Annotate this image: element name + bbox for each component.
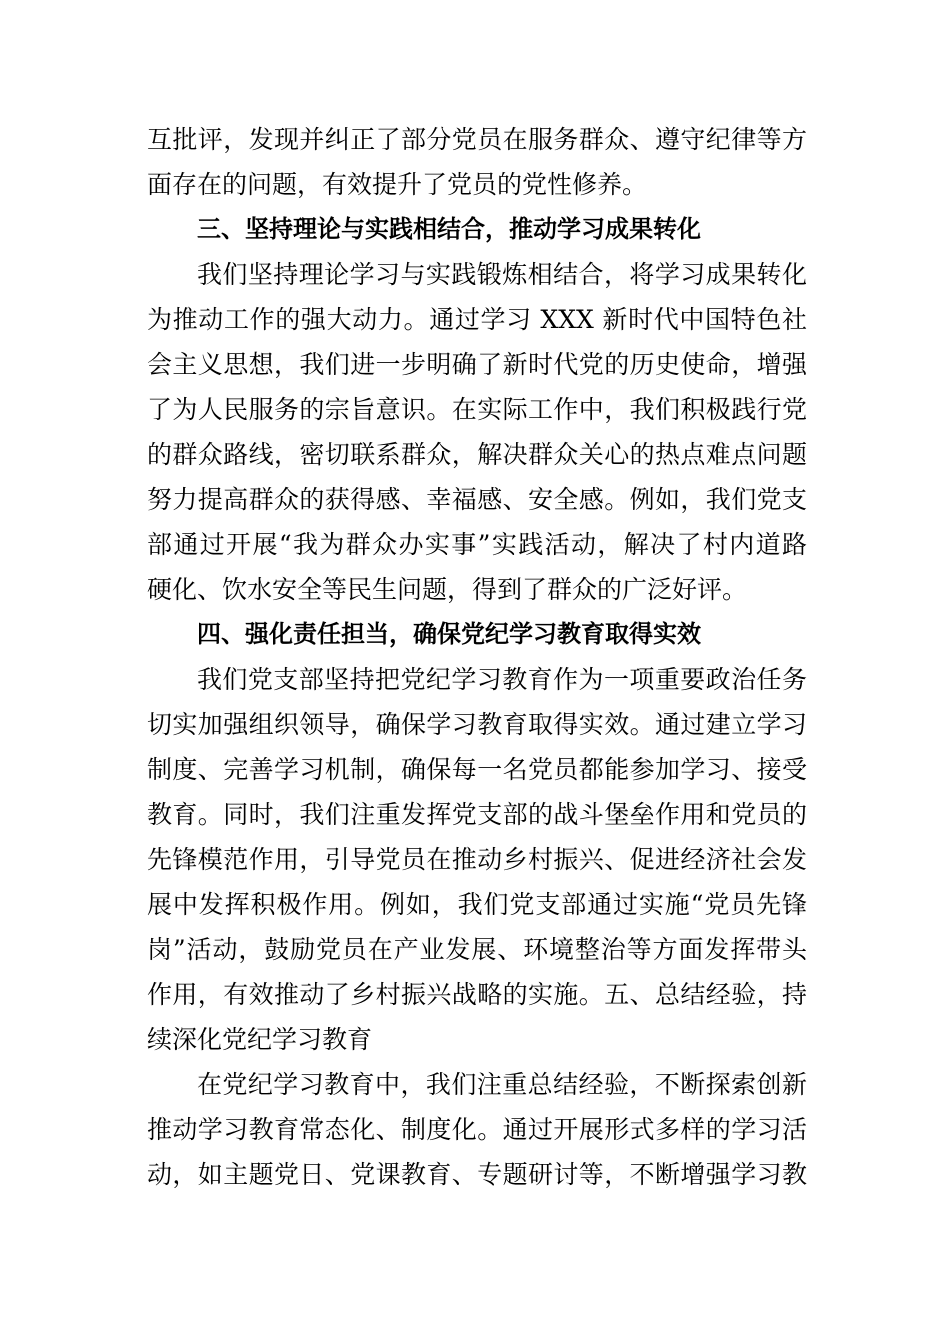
text-line: 推动学习教育常态化、制度化。通过开展形式多样的学习活 (147, 1115, 807, 1144)
text-line: 我们坚持理论学习与实践锻炼相结合，将学习成果转化 (197, 260, 807, 289)
text-line: 了为人民服务的宗旨意识。在实际工作中，我们积极践行党 (147, 395, 807, 424)
text-line: 会主义思想，我们进一步明确了新时代党的历史使命，增强 (147, 350, 807, 379)
text-line: 的群众路线，密切联系群众，解决群众关心的热点难点问题 (147, 440, 807, 469)
text-line: 为推动工作的强大动力。通过学习 XXX 新时代中国特色社 (147, 305, 807, 334)
text-line: 部通过开展“我为群众办实事”实践活动，解决了村内道路 (147, 530, 807, 559)
text-line: 作用，有效推动了乡村振兴战略的实施。五、总结经验，持 (147, 980, 807, 1009)
text-line: 努力提高群众的获得感、幸福感、安全感。例如，我们党支 (147, 485, 807, 514)
text-line: 展中发挥积极作用。例如，我们党支部通过实施“党员先锋 (147, 890, 807, 919)
document-body (147, 117, 807, 1197)
text-line: 面存在的问题，有效提升了党员的党性修养。 (147, 170, 648, 199)
text-line: 岗”活动，鼓励党员在产业发展、环境整治等方面发挥带头 (147, 935, 807, 964)
text-line: 制度、完善学习机制，确保每一名党员都能参加学习、接受 (147, 755, 807, 784)
text-line: 续深化党纪学习教育 (147, 1025, 373, 1054)
text-line: 在党纪学习教育中，我们注重总结经验，不断探索创新 (197, 1070, 807, 1099)
section-heading-3: 三、坚持理论与实践相结合，推动学习成果转化 (197, 215, 701, 243)
section-heading-4: 四、强化责任担当，确保党纪学习教育取得实效 (197, 620, 701, 648)
text-line: 互批评，发现并纠正了部分党员在服务群众、遵守纪律等方 (147, 125, 807, 154)
text-line: 切实加强组织领导，确保学习教育取得实效。通过建立学习 (147, 710, 807, 739)
text-line: 先锋模范作用，引导党员在推动乡村振兴、促进经济社会发 (147, 845, 807, 874)
text-line: 教育。同时，我们注重发挥党支部的战斗堡垒作用和党员的 (147, 800, 807, 829)
text-line: 硬化、饮水安全等民生问题，得到了群众的广泛好评。 (147, 575, 748, 604)
text-line: 动，如主题党日、党课教育、专题研讨等，不断增强学习教 (147, 1160, 807, 1189)
text-line: 我们党支部坚持把党纪学习教育作为一项重要政治任务 (197, 665, 807, 694)
